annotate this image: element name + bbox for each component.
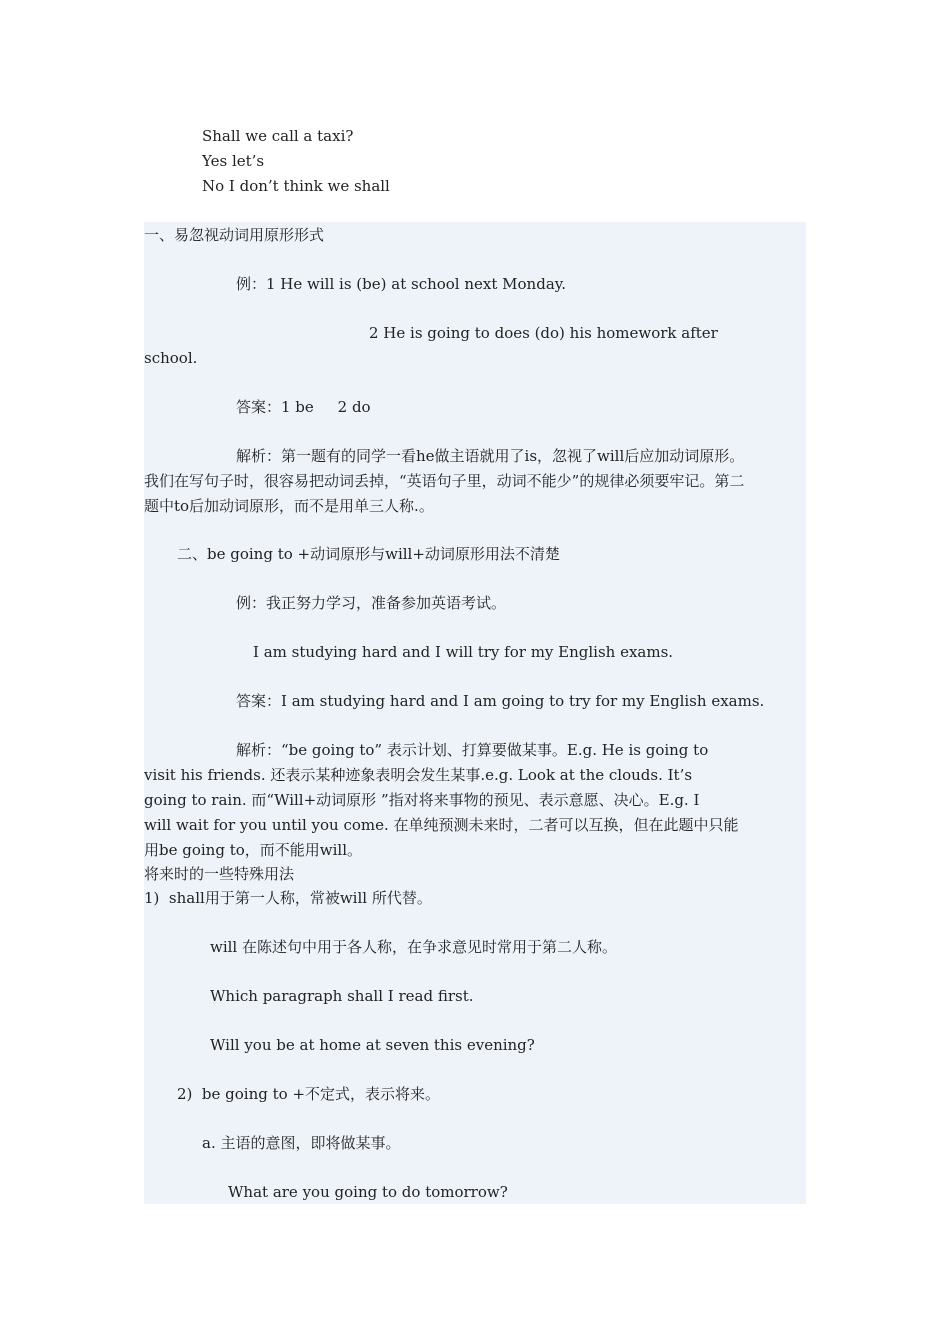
section1-answer: 答案：1 be 2 do xyxy=(236,398,371,416)
section2-example: 例：我正努力学习，准备参加英语考试。 xyxy=(236,594,507,612)
section1-analysis-3: 题中to后加动词原形，而不是用单三人称.。 xyxy=(144,497,434,515)
section1-example-2: 2 He is going to does (do) his homework after xyxy=(369,324,718,342)
intro-line-2: Yes let’s xyxy=(202,152,265,170)
special-item-2: 2) be going to +不定式，表示将来。 xyxy=(177,1085,441,1103)
section1-example-1: 例：1 He will is (be) at school next Monday. xyxy=(236,275,567,293)
section2-heading: 二、be going to +动词原形与will+动词原形用法不清楚 xyxy=(177,545,560,563)
special-item-1: 1) shall用于第一人称，常被will 所代替。 xyxy=(144,889,432,907)
special-item-2a-example: What are you going to do tomorrow? xyxy=(228,1183,508,1201)
intro-line-1: Shall we call a taxi? xyxy=(202,127,354,145)
special-heading: 将来时的一些特殊用法 xyxy=(144,865,295,883)
section2-analysis-1: 解析：“be going to” 表示计划、打算要做某事。E.g. He is going to xyxy=(236,741,709,759)
section1-heading: 一、易忽视动词用原形形式 xyxy=(144,226,325,244)
special-item-2a: a. 主语的意图，即将做某事。 xyxy=(202,1134,401,1152)
section2-analysis-5: 用be going to，而不能用will。 xyxy=(144,841,362,859)
special-item-1-example-1: Which paragraph shall I read first. xyxy=(210,987,474,1005)
section2-analysis-2: visit his friends. 还表示某种迹象表明会发生某事.e.g. Look at the clouds. It’s xyxy=(144,766,693,784)
section2-answer: 答案：I am studying hard and I am going to try for my English exams. xyxy=(236,692,765,710)
section2-sentence: I am studying hard and I will try for my English exams. xyxy=(253,643,674,661)
special-item-1-note: will 在陈述句中用于各人称，在争求意见时常用于第二人称。 xyxy=(210,938,618,956)
section1-example-2-cont: school. xyxy=(144,349,198,367)
special-item-1-example-2: Will you be at home at seven this evening? xyxy=(210,1036,535,1054)
section1-analysis-1: 解析：第一题有的同学一看he做主语就用了is，忽视了will后应加动词原形。 xyxy=(236,447,745,465)
section2-analysis-4: will wait for you until you come. 在单纯预测未来时，二者可以互换，但在此题中只能 xyxy=(144,816,739,834)
section2-analysis-3: going to rain. 而“Will+动词原形 ”指对将来事物的预见、表示意愿、决心。E.g. I xyxy=(144,791,700,809)
section1-analysis-2: 我们在写句子时，很容易把动词丢掉，“英语句子里，动词不能少”的规律必须要牢记。第二 xyxy=(144,472,745,490)
intro-line-3: No I don’t think we shall xyxy=(202,177,390,195)
